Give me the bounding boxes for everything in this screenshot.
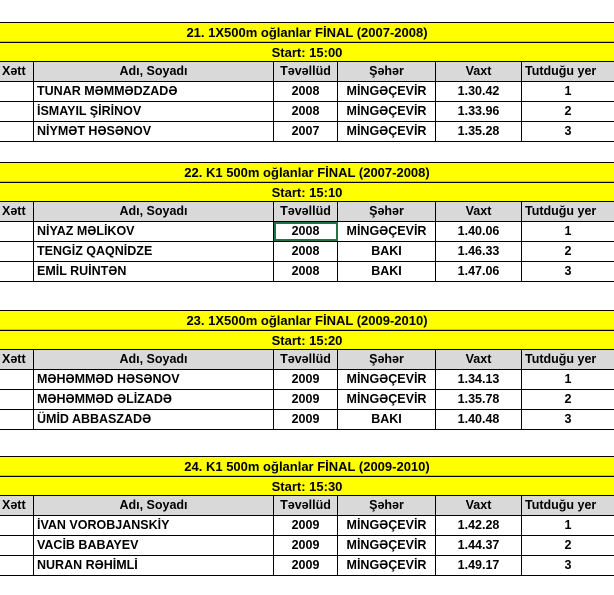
table-row [0,82,614,102]
place-cell[interactable]: 1 [564,518,572,532]
table-row [0,410,614,430]
place-cell[interactable]: 2 [564,538,572,552]
column-header-time[interactable]: Vaxt [436,496,522,515]
table-row [0,262,614,282]
name-cell[interactable]: TENGİZ QAQNİDZE [34,242,274,261]
time-cell[interactable]: 1.46.33 [436,242,522,261]
birth-year-cell[interactable]: 2008 [274,102,338,121]
lane-cell[interactable] [0,262,34,281]
birth-year-cell[interactable]: 2009 [274,390,338,409]
city-cell[interactable]: BAKI [338,262,436,281]
city-cell[interactable]: MİNGƏÇEVİR [338,102,436,121]
lane-cell[interactable] [0,122,34,141]
lane-cell[interactable] [0,410,34,429]
column-header-place[interactable]: Tutduğu yer [525,352,597,366]
time-cell[interactable]: 1.40.06 [436,222,522,241]
lane-cell[interactable] [0,222,34,241]
race-section [0,456,614,576]
column-header-lane[interactable]: Xətt [0,62,34,81]
place-cell[interactable]: 3 [564,264,572,278]
place-cell[interactable]: 1 [564,84,572,98]
race-title[interactable]: 24. K1 500m oğlanlar FİNAL (2009-2010) [0,456,614,476]
place-cell[interactable]: 2 [564,392,572,406]
race-title[interactable]: 22. K1 500m oğlanlar FİNAL (2007-2008) [0,162,614,182]
table-row [0,102,614,122]
name-cell[interactable]: VACİB BABAYEV [34,536,274,555]
race-title[interactable]: 21. 1X500m oğlanlar FİNAL (2007-2008) [0,22,614,42]
place-cell[interactable]: 3 [564,412,572,426]
column-header-time[interactable]: Vaxt [436,62,522,81]
race-section [0,162,614,282]
birth-year-cell[interactable]: 2009 [274,556,338,575]
column-header-city[interactable]: Şəhər [338,350,436,369]
time-cell[interactable]: 1.35.78 [436,390,522,409]
name-cell[interactable]: MƏHƏMMƏD HƏSƏNOV [34,370,274,389]
column-header-lane[interactable]: Xətt [0,496,34,515]
column-header-city[interactable]: Şəhər [338,202,436,221]
city-cell[interactable]: MİNGƏÇEVİR [338,536,436,555]
birth-year-cell[interactable]: 2009 [274,410,338,429]
race-title[interactable]: 23. 1X500m oğlanlar FİNAL (2009-2010) [0,310,614,330]
name-cell[interactable]: İSMAYIL ŞİRİNOV [34,102,274,121]
time-cell[interactable]: 1.33.96 [436,102,522,121]
table-header-row [0,350,614,370]
table-row [0,122,614,142]
lane-cell[interactable] [0,390,34,409]
place-cell[interactable]: 1 [564,224,572,238]
place-cell[interactable]: 3 [564,558,572,572]
birth-year-cell[interactable]: 2009 [274,536,338,555]
column-header-name[interactable]: Adı, Soyadı [34,62,274,81]
column-header-time[interactable]: Vaxt [436,350,522,369]
time-cell[interactable]: 1.34.13 [436,370,522,389]
table-row [0,556,614,576]
place-cell[interactable]: 2 [564,244,572,258]
city-cell[interactable]: MİNGƏÇEVİR [338,390,436,409]
name-cell[interactable]: NİYAZ MƏLİKOV [34,222,274,241]
time-cell[interactable]: 1.44.37 [436,536,522,555]
place-cell[interactable]: 2 [564,104,572,118]
table-header-row [0,62,614,82]
time-cell[interactable]: 1.30.42 [436,82,522,101]
name-cell[interactable]: EMİL RUİNTƏN [34,262,274,281]
table-header-row [0,496,614,516]
column-header-lane[interactable]: Xətt [0,202,34,221]
birth-year-cell[interactable]: 2007 [274,122,338,141]
table-row [0,370,614,390]
city-cell[interactable]: MİNGƏÇEVİR [338,222,436,241]
time-cell[interactable]: 1.40.48 [436,410,522,429]
city-cell[interactable]: MİNGƏÇEVİR [338,82,436,101]
time-cell[interactable]: 1.35.28 [436,122,522,141]
column-header-place[interactable]: Tutduğu yer [525,64,597,78]
column-header-city[interactable]: Şəhər [338,496,436,515]
column-header-name[interactable]: Adı, Soyadı [34,496,274,515]
city-cell[interactable]: MİNGƏÇEVİR [338,516,436,535]
birth-year-cell[interactable]: 2008 [274,222,338,241]
column-header-time[interactable]: Vaxt [436,202,522,221]
time-cell[interactable]: 1.49.17 [436,556,522,575]
city-cell[interactable]: BAKI [338,410,436,429]
place-cell[interactable]: 3 [564,124,572,138]
column-header-birth-year[interactable]: Təvəllüd [274,202,338,221]
birth-year-cell[interactable]: 2008 [274,262,338,281]
time-cell[interactable]: 1.42.28 [436,516,522,535]
table-row [0,516,614,536]
city-cell[interactable]: MİNGƏÇEVİR [338,370,436,389]
birth-year-cell[interactable]: 2009 [274,370,338,389]
lane-cell[interactable] [0,102,34,121]
race-start-time[interactable]: Start: 15:00 [0,42,614,62]
name-cell[interactable]: ÜMİD ABBASZADƏ [34,410,274,429]
column-header-city[interactable]: Şəhər [338,62,436,81]
race-start-time[interactable]: Start: 15:30 [0,476,614,496]
column-header-place[interactable]: Tutduğu yer [525,498,597,512]
table-row [0,536,614,556]
lane-cell[interactable] [0,370,34,389]
column-header-place[interactable]: Tutduğu yer [525,204,597,218]
place-cell[interactable]: 1 [564,372,572,386]
race-section [0,310,614,430]
column-header-name[interactable]: Adı, Soyadı [34,202,274,221]
race-start-time[interactable]: Start: 15:10 [0,182,614,202]
birth-year-cell[interactable]: 2008 [274,242,338,261]
table-row [0,242,614,262]
column-header-name[interactable]: Adı, Soyadı [34,350,274,369]
city-cell[interactable]: BAKI [338,242,436,261]
name-cell[interactable]: TUNAR MƏMMƏDZADƏ [34,82,274,101]
name-cell[interactable]: NURAN RƏHİMLİ [34,556,274,575]
lane-cell[interactable] [0,556,34,575]
race-start-time[interactable]: Start: 15:20 [0,330,614,350]
time-cell[interactable]: 1.47.06 [436,262,522,281]
name-cell[interactable]: MƏHƏMMƏD ƏLİZADƏ [34,390,274,409]
city-cell[interactable]: MİNGƏÇEVİR [338,556,436,575]
birth-year-cell[interactable]: 2009 [274,516,338,535]
lane-cell[interactable] [0,516,34,535]
name-cell[interactable]: İVAN VOROBJANSKİY [34,516,274,535]
birth-year-cell[interactable]: 2008 [274,82,338,101]
race-section [0,22,614,142]
column-header-birth-year[interactable]: Təvəllüd [274,496,338,515]
lane-cell[interactable] [0,536,34,555]
column-header-birth-year[interactable]: Təvəllüd [274,350,338,369]
table-row [0,222,614,242]
city-cell[interactable]: MİNGƏÇEVİR [338,122,436,141]
column-header-lane[interactable]: Xətt [0,350,34,369]
column-header-birth-year[interactable]: Təvəllüd [274,62,338,81]
lane-cell[interactable] [0,242,34,261]
lane-cell[interactable] [0,82,34,101]
name-cell[interactable]: NİYMƏT HƏSƏNOV [34,122,274,141]
table-header-row [0,202,614,222]
table-row [0,390,614,410]
